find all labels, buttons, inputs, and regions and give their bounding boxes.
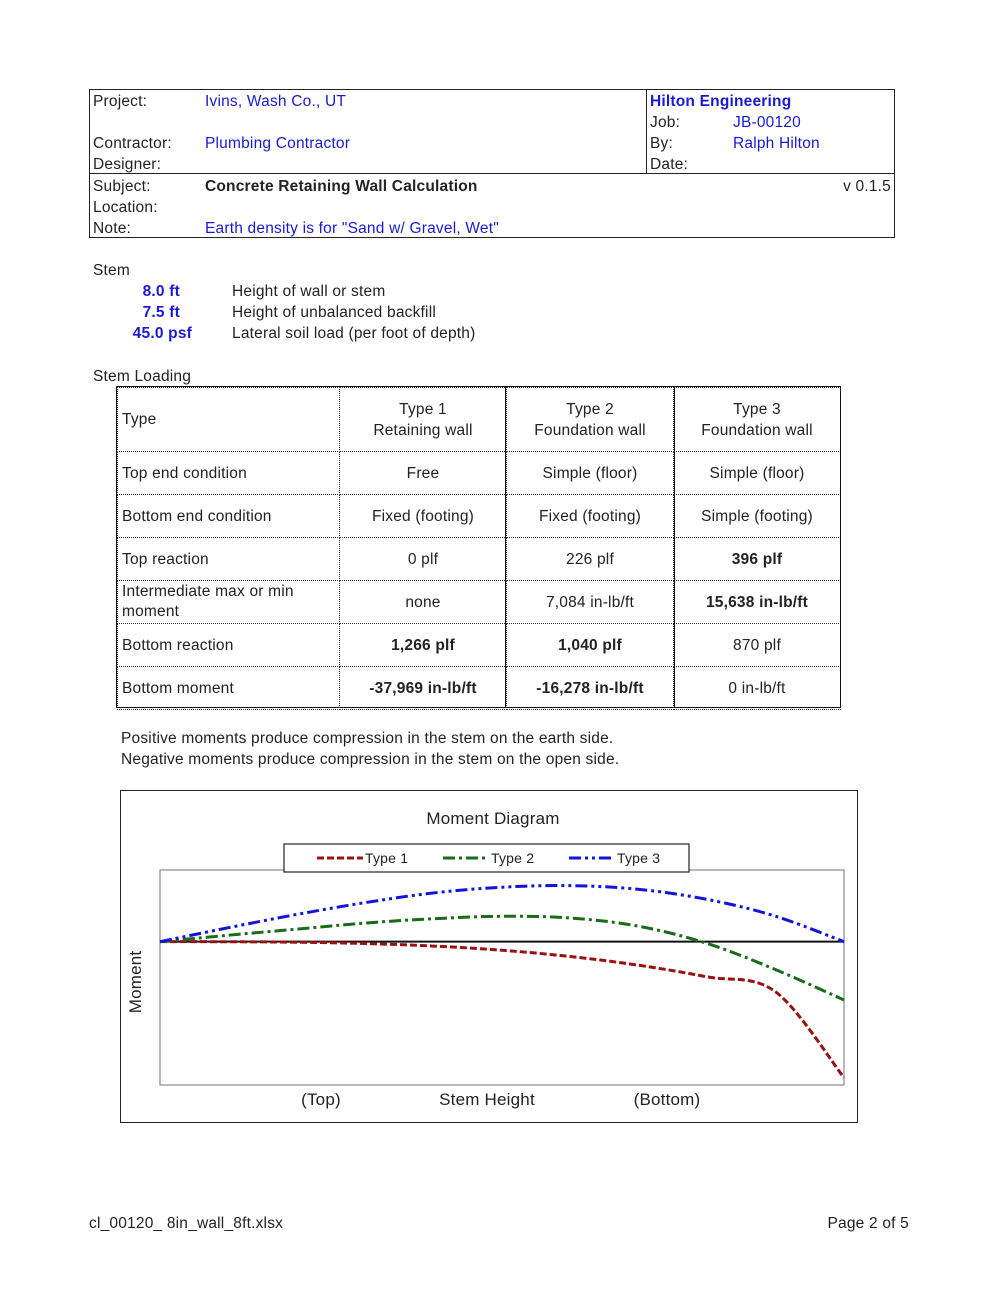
- type-header: Type: [118, 388, 340, 452]
- chart-svg: [121, 791, 857, 1122]
- by-label: By:: [650, 135, 673, 152]
- x-tick-label-bottom: (Bottom): [633, 1090, 701, 1109]
- y-axis-label: Moment: [126, 950, 145, 1014]
- table-cell: Free: [340, 452, 507, 495]
- version-label: v 0.1.5: [843, 178, 891, 195]
- stem-section-title: Stem: [93, 262, 130, 279]
- table-row: [118, 495, 841, 538]
- table-cell: none: [340, 581, 507, 624]
- series-layer: [160, 886, 844, 1078]
- note-negative-moments: Negative moments produce compression in the stem on the open side.: [121, 751, 620, 768]
- series-line-type1: [160, 942, 844, 1078]
- table-cell: -37,969 in-lb/ft: [340, 667, 507, 710]
- type3-header-line2: Foundation wall: [701, 421, 813, 439]
- soil-load-desc: Lateral soil load (per foot of depth): [232, 325, 476, 342]
- project-label: Project:: [93, 93, 148, 110]
- table-cell: Fixed (footing): [507, 495, 674, 538]
- contractor-label: Contractor:: [93, 135, 172, 152]
- header-divider-vertical: [646, 90, 647, 173]
- table-cell: 0 in-lb/ft: [674, 667, 841, 710]
- legend-label-type2: Type 2: [491, 850, 535, 866]
- note-positive-moments: Positive moments produce compression in the stem on the earth side.: [121, 730, 614, 747]
- location-label: Location:: [93, 199, 158, 216]
- table-header-row: [118, 388, 841, 452]
- row-label: Bottom moment: [118, 667, 340, 710]
- type1-header-line2: Retaining wall: [373, 421, 473, 439]
- row-label: Top end condition: [118, 452, 340, 495]
- soil-load-value: 45.0 psf: [132, 325, 192, 342]
- row-label: Top reaction: [118, 538, 340, 581]
- header-divider-horizontal: [90, 173, 894, 174]
- stem-height-value: 8.0 ft: [142, 283, 180, 300]
- designer-label: Designer:: [93, 156, 162, 173]
- table-cell: Fixed (footing): [340, 495, 507, 538]
- table-row: [118, 538, 841, 581]
- stem-loading-title: Stem Loading: [93, 368, 192, 385]
- type2-header-line1: Type 2: [566, 400, 614, 418]
- table-cell: 226 plf: [507, 538, 674, 581]
- legend-label-type3: Type 3: [617, 850, 661, 866]
- backfill-height-desc: Height of unbalanced backfill: [232, 304, 436, 321]
- subject-label: Subject:: [93, 178, 151, 195]
- table-cell: 1,040 plf: [507, 624, 674, 667]
- type2-header: [507, 388, 674, 452]
- table-cell: 15,638 in-lb/ft: [674, 581, 841, 624]
- note-label: Note:: [93, 220, 132, 237]
- stem-height-desc: Height of wall or stem: [232, 283, 386, 300]
- series-line-type2: [160, 916, 844, 1000]
- table-cell: -16,278 in-lb/ft: [507, 667, 674, 710]
- table-cell: 396 plf: [674, 538, 841, 581]
- type2-header-line2: Foundation wall: [534, 421, 646, 439]
- type3-header-line1: Type 3: [733, 400, 781, 418]
- row-label: Bottom end condition: [118, 495, 340, 538]
- x-tick-label-top: (Top): [301, 1090, 341, 1109]
- table-cell: Simple (floor): [674, 452, 841, 495]
- job-label: Job:: [650, 114, 681, 131]
- table-row: [118, 452, 841, 495]
- row-label: Bottom reaction: [118, 624, 340, 667]
- type3-header: [674, 388, 841, 452]
- footer-page-number: Page 2 of 5: [827, 1215, 909, 1232]
- note-value: Earth density is for "Sand w/ Gravel, Wet": [205, 220, 499, 237]
- company-name: Hilton Engineering: [650, 93, 792, 110]
- legend-label-type1: Type 1: [365, 850, 409, 866]
- type1-header: [340, 388, 507, 452]
- header-box: [89, 89, 895, 238]
- table-cell: Simple (floor): [507, 452, 674, 495]
- backfill-height-value: 7.5 ft: [142, 304, 180, 321]
- table-cell: 0 plf: [340, 538, 507, 581]
- table-row: [118, 581, 841, 624]
- moment-diagram-chart: [120, 790, 858, 1123]
- row-label: Intermediate max or min moment: [118, 581, 340, 624]
- contractor-value: Plumbing Contractor: [205, 135, 351, 152]
- table-cell: 1,266 plf: [340, 624, 507, 667]
- chart-title: Moment Diagram: [426, 809, 560, 828]
- table-cell: 870 plf: [674, 624, 841, 667]
- subject-value: Concrete Retaining Wall Calculation: [205, 178, 478, 195]
- table-cell: Simple (footing): [674, 495, 841, 538]
- date-label: Date:: [650, 156, 689, 173]
- footer-filename: cl_00120_ 8in_wall_8ft.xlsx: [89, 1215, 284, 1232]
- plot-area: [160, 870, 844, 1085]
- by-value: Ralph Hilton: [733, 135, 820, 152]
- job-value: JB-00120: [733, 114, 801, 131]
- table-row: [118, 667, 841, 710]
- project-value: Ivins, Wash Co., UT: [205, 93, 347, 110]
- x-axis-label: Stem Height: [439, 1090, 535, 1109]
- table-row: [118, 624, 841, 667]
- type1-header-line1: Type 1: [399, 400, 447, 418]
- stem-loading-table: [117, 387, 841, 710]
- table-cell: 7,084 in-lb/ft: [507, 581, 674, 624]
